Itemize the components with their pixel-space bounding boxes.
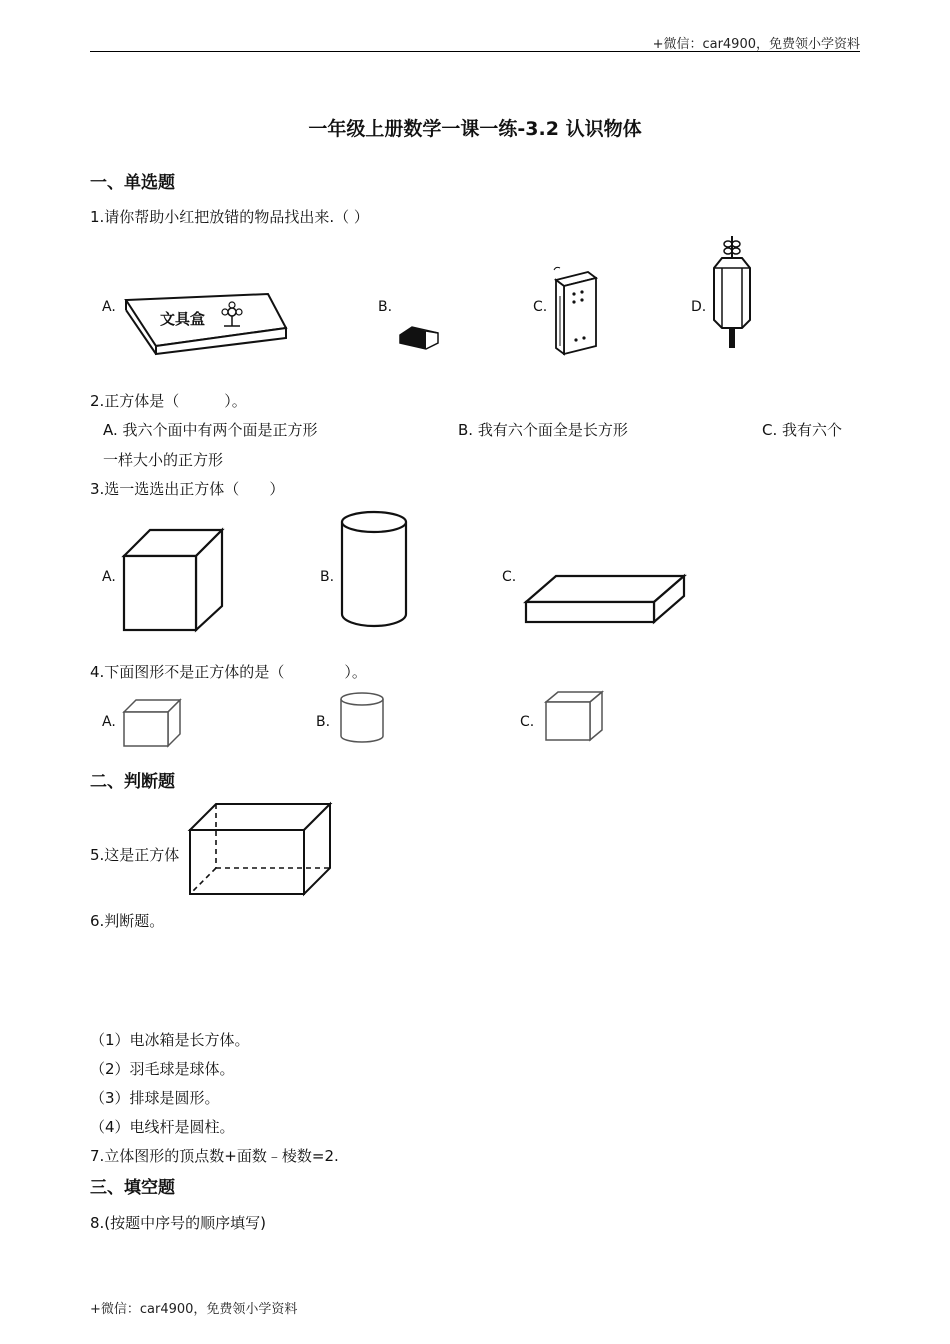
q2-option-b: B. 我有六个面全是长方形 xyxy=(458,421,628,439)
q1-option-d-label: D. xyxy=(691,299,707,315)
question-6-stem: 6.判断题。 xyxy=(90,912,165,930)
cuboid-hidden-edges-image xyxy=(186,800,334,898)
q1-option-a-label: A. xyxy=(102,299,116,315)
q4-option-a-label: A. xyxy=(102,714,116,730)
q1-option-b-label: B. xyxy=(378,299,393,315)
q6-item-3: （3）排球是圆形。 xyxy=(90,1089,220,1107)
header-divider xyxy=(90,51,860,52)
eraser-image xyxy=(398,325,442,351)
q3-option-c-label: C. xyxy=(502,569,517,585)
question-8-stem: 8.(按题中序号的顺序填写) xyxy=(90,1214,267,1232)
question-5-stem: 5.这是正方体 xyxy=(90,846,180,864)
q2-option-a: A. 我六个面中有两个面是正方形 xyxy=(103,421,318,439)
page-title: 一年级上册数学一课一练-3.2 认识物体 xyxy=(308,118,642,140)
question-7-stem: 7.立体图形的顶点数+面数﹣棱数=2. xyxy=(90,1147,339,1165)
q6-item-1: （1）电冰箱是长方体。 xyxy=(90,1031,250,1049)
question-1-stem: 1.请你帮助小红把放错的物品找出来.（ ） xyxy=(90,208,369,226)
flat-cuboid-image xyxy=(522,572,688,626)
pencil-box-image xyxy=(118,286,288,358)
q1-option-c-label: C. xyxy=(533,299,548,315)
header-watermark: +微信：car4900，免费领小学资料 xyxy=(652,37,860,52)
q6-item-2: （2）羽毛球是球体。 xyxy=(90,1060,235,1078)
q3-option-b-label: B. xyxy=(320,569,335,585)
small-cuboid-image xyxy=(122,698,184,748)
footer-watermark: +微信：car4900，免费领小学资料 xyxy=(90,1302,298,1317)
question-4-stem: 4.下面图形不是正方体的是（ ）。 xyxy=(90,663,367,681)
cylinder-image xyxy=(338,508,410,630)
pencil-box-label: 文具盒 xyxy=(160,310,206,328)
small-cylinder-image xyxy=(338,690,386,746)
q4-option-c-label: C. xyxy=(520,714,535,730)
pencil-sharpener-image xyxy=(704,234,758,350)
q3-option-a-label: A. xyxy=(102,569,116,585)
q6-item-4: （4）电线杆是圆柱。 xyxy=(90,1118,235,1136)
q2-option-c-line2: 一样大小的正方形 xyxy=(103,451,224,469)
cube-image xyxy=(122,528,226,634)
section-heading-single-choice: 一、单选题 xyxy=(90,173,175,193)
book-image xyxy=(548,266,600,358)
question-2-stem: 2.正方体是（ ）。 xyxy=(90,392,247,410)
section-heading-true-false: 二、判断题 xyxy=(90,772,175,792)
question-3-stem: 3.选一选选出正方体（ ） xyxy=(90,480,285,498)
small-cube-image xyxy=(542,690,604,742)
section-heading-fill-in: 三、填空题 xyxy=(90,1178,175,1198)
q2-option-c-line1: C. 我有六个 xyxy=(762,421,843,439)
q4-option-b-label: B. xyxy=(316,714,331,730)
